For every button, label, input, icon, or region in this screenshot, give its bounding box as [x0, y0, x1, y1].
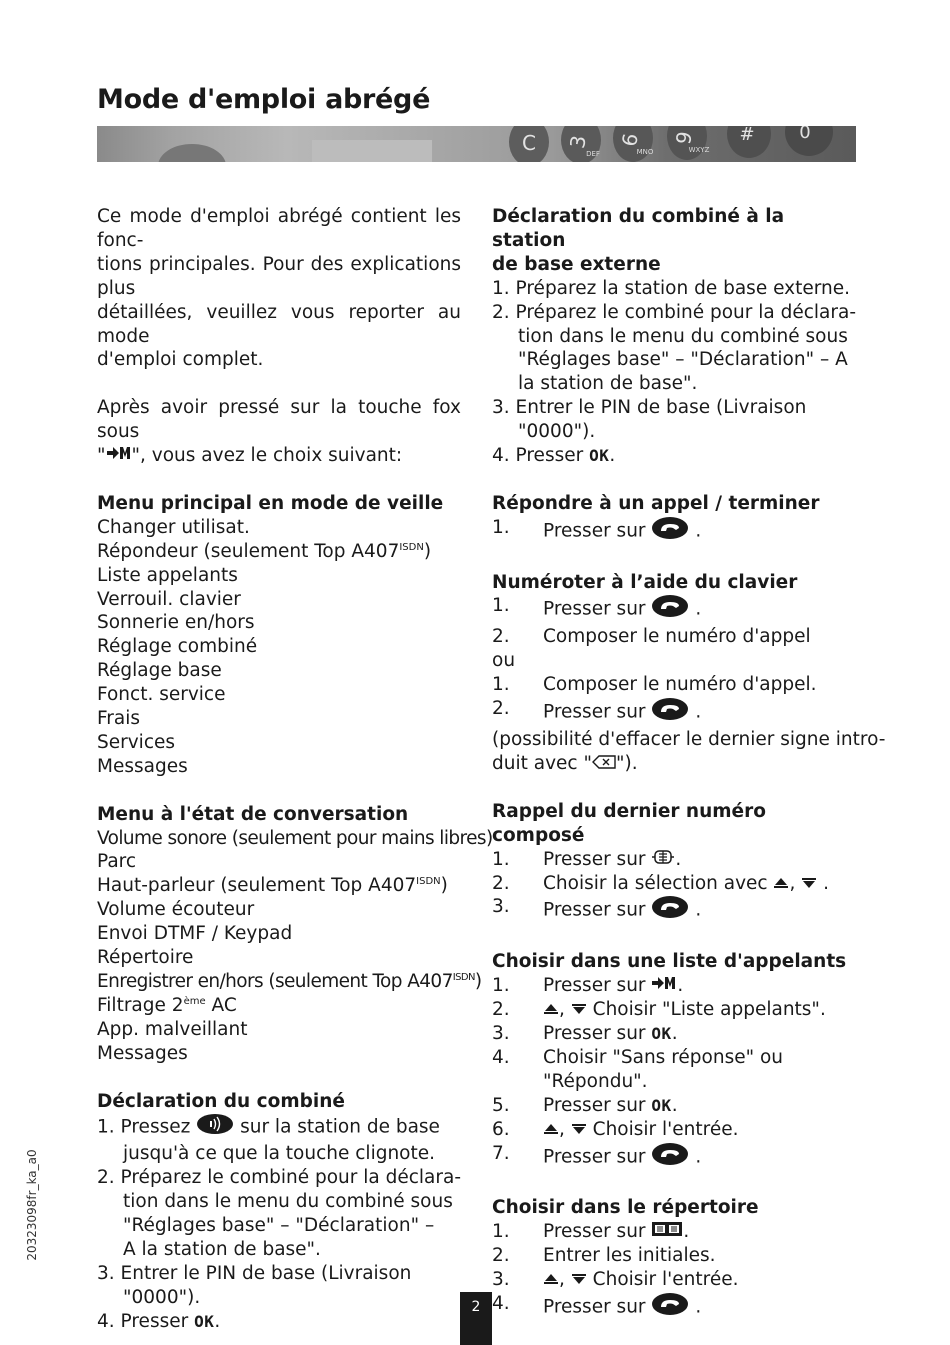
menu-conv-list [97, 827, 493, 1066]
key-sub-label: WXYZ [688, 146, 710, 154]
list-item: Verrouil. clavier [97, 588, 241, 610]
ext-step-3-cont: "0000"). [518, 421, 596, 443]
intro-line: Ce mode d'emploi abrégé contient les fonc- [97, 206, 461, 251]
dial-note: duit avec " "). [492, 752, 638, 774]
callers-heading: Choisir dans une liste d'appelants [492, 951, 847, 973]
menu-main-list [97, 516, 461, 779]
arrow-up-icon [543, 1118, 559, 1142]
keypad-key [667, 126, 710, 160]
answer-step: 1. Presser sur . [492, 516, 858, 547]
keypad-key [785, 126, 833, 156]
decl-step-2-cont: tion dans le menu du combiné sous "Réglages base" – "Déclaration" – A la station de base". [123, 1191, 453, 1260]
fox-text: Après avoir pressé sur la touche fox sous [97, 397, 461, 443]
arrow-menu-icon [651, 974, 677, 998]
dial-or: ou [492, 650, 516, 672]
list-item: Messages [97, 1042, 188, 1064]
left-column [97, 205, 493, 1334]
decl-step-3: 3. Entrer le PIN de base (Livraison [97, 1262, 412, 1284]
talk-key-icon [651, 697, 689, 728]
keypad-key [727, 126, 771, 158]
list-item: Enregistrer en/hors (seulement Top $A407^{ISDN}$) [97, 971, 482, 992]
list-item: Frais [97, 708, 141, 730]
dial-heading: Numéroter à l’aide du clavier [492, 571, 798, 593]
dial-step: 1. Presser sur . [492, 594, 858, 625]
dial-step: 1. Composer le numéro d'appel. [492, 674, 817, 696]
dial-step: 2. Composer le numéro d'appel [492, 626, 811, 648]
talk-key-icon [651, 516, 689, 547]
list-item: Réglage base [97, 660, 222, 682]
paging-key-icon [196, 1113, 234, 1142]
ext-heading: de base externe [492, 253, 661, 275]
callers-step: 7. Presser sur . [492, 1142, 858, 1173]
decl-step-1: 1. Pressez sur la station de base [97, 1113, 461, 1142]
callers-step: 5. Presser sur OK. [492, 1094, 678, 1116]
redial-heading: Rappel du dernier numéro composé [492, 800, 766, 846]
decl-heading: Déclaration du combiné [97, 1090, 345, 1112]
menu-main-heading: Menu principal en mode de veille [97, 492, 444, 514]
redial-step: 3. Presser sur . [492, 895, 858, 926]
page-number: 2 [460, 1292, 492, 1345]
dir-step: 2. Entrer les initiales. [492, 1245, 716, 1267]
intro-line: d'emploi complet. [97, 349, 264, 371]
list-item: Volume écouteur [97, 899, 255, 921]
arrow-down-icon [571, 998, 587, 1022]
redial-step: 2. Choisir la sélection avec , . [492, 872, 830, 894]
ok-key-icon: OK [651, 1024, 672, 1044]
dir-step: 3. , Choisir l'entrée. [492, 1269, 739, 1291]
ok-key-icon: OK [651, 1095, 672, 1115]
redial-key-icon [651, 848, 675, 872]
keypad-key [561, 126, 601, 162]
key-label: 0 [799, 126, 811, 143]
callers-step: 2. , Choisir "Liste appelants". [492, 999, 826, 1021]
answer-heading: Répondre à un appel / terminer [492, 492, 820, 514]
list-item: Filtrage 2ème AC [97, 994, 237, 1016]
phonebook-icon [651, 1220, 683, 1244]
list-item: Parc [97, 851, 137, 873]
callers-step: 4. Choisir "Sans réponse" ou "Répondu". [492, 1046, 784, 1092]
arrow-menu-icon [106, 444, 132, 468]
dir-step: 4. Presser sur . [492, 1292, 858, 1323]
list-item: App. malveillant [97, 1018, 248, 1040]
ext-heading: Déclaration du combiné à la station [492, 206, 785, 251]
arrow-down-icon [571, 1268, 587, 1292]
list-item: Haut-parleur (seulement Top $A407^{ISDN}$) [97, 875, 448, 897]
list-item: Envoi DTMF / Keypad [97, 923, 293, 945]
talk-key-icon [651, 895, 689, 926]
ext-step-4: 4. Presser OK. [492, 445, 616, 467]
menu-conv-heading: Menu à l'état de conversation [97, 803, 409, 825]
key-label: # [739, 126, 755, 145]
dir-step: 1. Presser sur . [492, 1221, 690, 1243]
arrow-down-icon [571, 1118, 587, 1142]
list-item: Services [97, 731, 176, 753]
callers-step: 1. Presser sur . [492, 975, 684, 997]
fox-text: " ", vous avez le choix suivant: [97, 445, 403, 467]
talk-key-icon [651, 594, 689, 625]
ok-key-icon: OK [194, 1311, 215, 1331]
arrow-up-icon [543, 1268, 559, 1292]
list-item: Réglage combiné [97, 636, 258, 658]
intro-line: détaillées, veuillez vous reporter au mode [97, 301, 461, 347]
keypad-key [509, 126, 549, 162]
key-label: 3 [565, 133, 591, 151]
keypad-key [613, 126, 654, 162]
ext-step-2-cont: tion dans le menu du combiné sous "Réglages base" – "Déclaration" – A la station de base". [518, 325, 848, 395]
ext-step-1: 1. Préparez la station de base externe. [492, 277, 850, 299]
talk-key-icon [651, 1292, 689, 1323]
key-sub-label: DEF [586, 150, 600, 158]
decl-step-3-cont: "0000"). [123, 1286, 201, 1308]
decl-step-2: 2. Préparez le combiné pour la déclara- [97, 1167, 462, 1189]
dir-heading: Choisir dans le répertoire [492, 1197, 759, 1219]
dial-step: 2. Presser sur . [492, 697, 858, 728]
backspace-icon [592, 752, 616, 776]
arrow-up-icon [543, 998, 559, 1022]
key-label: 9 [671, 129, 697, 147]
list-item: Changer utilisat. [97, 516, 250, 538]
list-item: Fonct. service [97, 684, 226, 706]
list-item: Liste appelants [97, 564, 238, 586]
list-item: Répertoire [97, 947, 194, 969]
right-column [492, 205, 886, 1323]
ok-key-icon: OK [589, 446, 610, 466]
decl-step-1-cont: jusqu'à ce que la touche clignote. [123, 1143, 436, 1165]
ext-step-3: 3. Entrer le PIN de base (Livraison [492, 397, 807, 419]
arrow-down-icon [801, 872, 817, 896]
intro-line: tions principales. Pour des explications plus [97, 253, 461, 299]
list-item: Sonnerie en/hors [97, 612, 255, 634]
callers-step: 6. , Choisir l'entrée. [492, 1118, 739, 1140]
list-item: Volume sonore (seulement pour mains libres) [97, 827, 493, 849]
callers-step: 3. Presser sur OK. [492, 1023, 678, 1045]
talk-key-icon [651, 1142, 689, 1173]
redial-step: 1. Presser sur . [492, 848, 682, 870]
dial-note: (possibilité d'effacer le dernier signe intro- [492, 729, 886, 750]
page-title: Mode d'emploi abrégé [97, 84, 431, 115]
key-label: 6 [617, 131, 643, 149]
key-sub-label: MNO [636, 148, 654, 156]
document-code: 20323098fr_ka_a0 [25, 1149, 39, 1261]
ext-step-2: 2. Préparez le combiné pour la déclara- [492, 301, 857, 323]
key-label: C [522, 131, 536, 155]
list-item: Répondeur (seulement Top $A407^{ISDN}$) [97, 540, 432, 562]
list-item: Messages [97, 755, 188, 777]
decl-step-4: 4. Presser OK. [97, 1310, 221, 1332]
arrow-up-icon [773, 872, 789, 896]
keypad-photo-banner [97, 126, 856, 162]
